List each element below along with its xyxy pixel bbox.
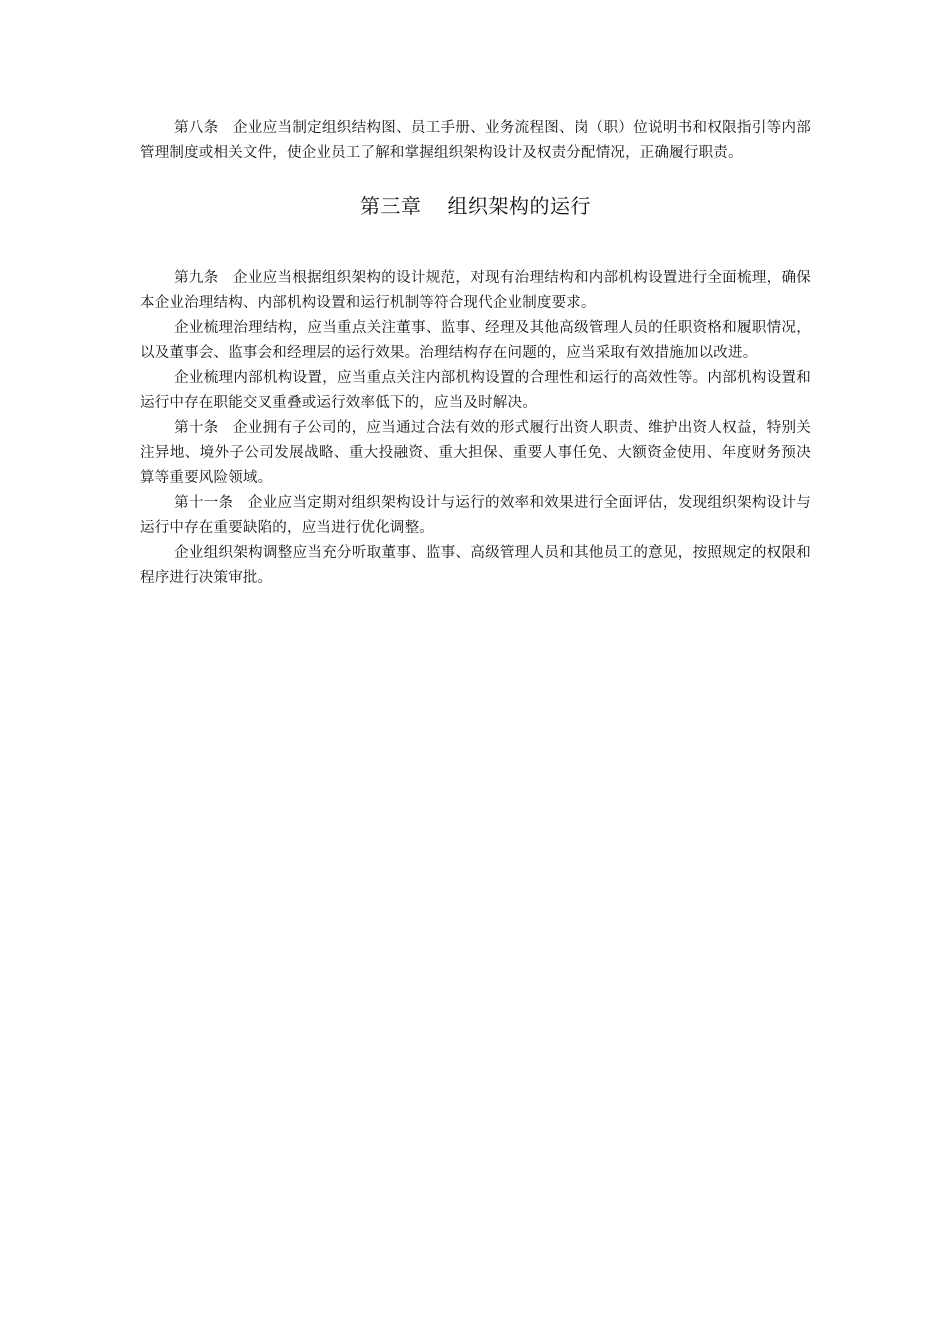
article-9-governance-paragraph bbox=[140, 316, 811, 366]
chapter-title: 组织架构的运行 bbox=[447, 194, 591, 218]
article-9-internal-units-paragraph bbox=[140, 366, 811, 416]
article-8-paragraph bbox=[140, 116, 811, 166]
paragraph-text: 企业梳理治理结构，应当重点关注董事、监事、经理及其他高级管理人员的任职资格和履职情况，以及董事会、监事会和经理层的运行效果。治理结构存在问题的，应当采取有效措施加以改进。 bbox=[140, 320, 811, 361]
chapter-number: 第三章 bbox=[360, 194, 422, 218]
document-body bbox=[140, 116, 811, 591]
article-label: 第八条 bbox=[174, 120, 219, 136]
chapter-heading bbox=[140, 186, 811, 266]
article-text: 企业应当定期对组织架构设计与运行的效率和效果进行全面评估，发现组织架构设计与运行中存在重要缺陷的，应当进行优化调整。 bbox=[140, 495, 811, 536]
article-label: 第十一条 bbox=[174, 495, 234, 511]
article-label: 第九条 bbox=[174, 270, 219, 286]
article-11-adjustment-paragraph bbox=[140, 541, 811, 591]
article-text: 企业拥有子公司的，应当通过合法有效的形式履行出资人职责、维护出资人权益，特别关注异地、境外子公司发展战略、重大投融资、重大担保、重要人事任免、大额资金使用、年度财务预决算等重要风险领域。 bbox=[140, 420, 811, 486]
article-text: 企业应当制定组织结构图、员工手册、业务流程图、岗（职）位说明书和权限指引等内部管理制度或相关文件，使企业员工了解和掌握组织架构设计及权责分配情况，正确履行职责。 bbox=[140, 120, 811, 161]
paragraph-text: 企业梳理内部机构设置，应当重点关注内部机构设置的合理性和运行的高效性等。内部机构设置和运行中存在职能交叉重叠或运行效率低下的，应当及时解决。 bbox=[140, 370, 811, 411]
article-9-paragraph bbox=[140, 266, 811, 316]
article-10-paragraph bbox=[140, 416, 811, 491]
article-label: 第十条 bbox=[174, 420, 219, 436]
article-11-paragraph bbox=[140, 491, 811, 541]
article-text: 企业应当根据组织架构的设计规范，对现有治理结构和内部机构设置进行全面梳理，确保本企业治理结构、内部机构设置和运行机制等符合现代企业制度要求。 bbox=[140, 270, 811, 311]
paragraph-text: 企业组织架构调整应当充分听取董事、监事、高级管理人员和其他员工的意见，按照规定的权限和程序进行决策审批。 bbox=[140, 545, 811, 586]
